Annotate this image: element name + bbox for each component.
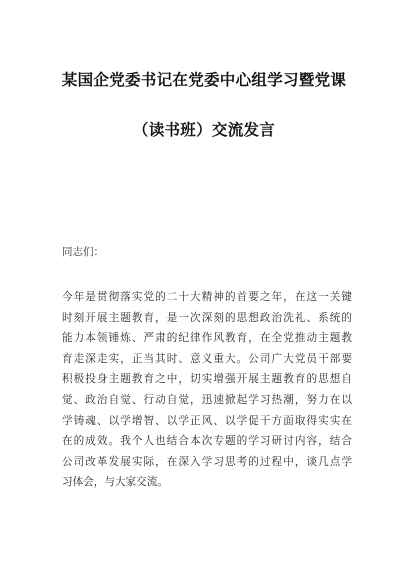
paragraph-line: 时刻开展主题教育，是一次深刻的思想政治洗礼、系统的 [62, 311, 352, 324]
paragraph-line: 习体会，与大家交流。 [62, 476, 168, 489]
document-title-line-2: （读书班）交流发言 [132, 121, 276, 139]
body-paragraph [62, 287, 352, 493]
paragraph-line: 能力本领锤炼、严肃的纪律作风教育，在全党推动主题教 [62, 332, 352, 345]
paragraph-line: 今年是贯彻落实党的二十大精神的首要之年，在这一关键 [62, 291, 352, 303]
paragraph-line: 积极投身主题教育之中，切实增强开展主题教育的思想自 [62, 373, 352, 386]
salutation: 同志们： [62, 246, 104, 258]
paragraph-line: 觉、政治自觉、行动自觉，迅速掀起学习热潮，努力在以 [62, 393, 352, 406]
paragraph-line: 公司改革发展实际，在深入学习思考的过程中，谈几点学 [62, 455, 352, 468]
paragraph-line: 学铸魂、以学增智、以学正风、以学促干方面取得实实在 [62, 414, 352, 427]
paragraph-line: 在的成效。我个人也结合本次专题的学习研讨内容，结合 [62, 435, 352, 448]
document-title-line-1: 某国企党委书记在党委中心组学习暨党课 [61, 71, 347, 89]
paragraph-line: 育走深走实，正当其时、意义重大。公司广大党员干部要 [62, 352, 352, 365]
